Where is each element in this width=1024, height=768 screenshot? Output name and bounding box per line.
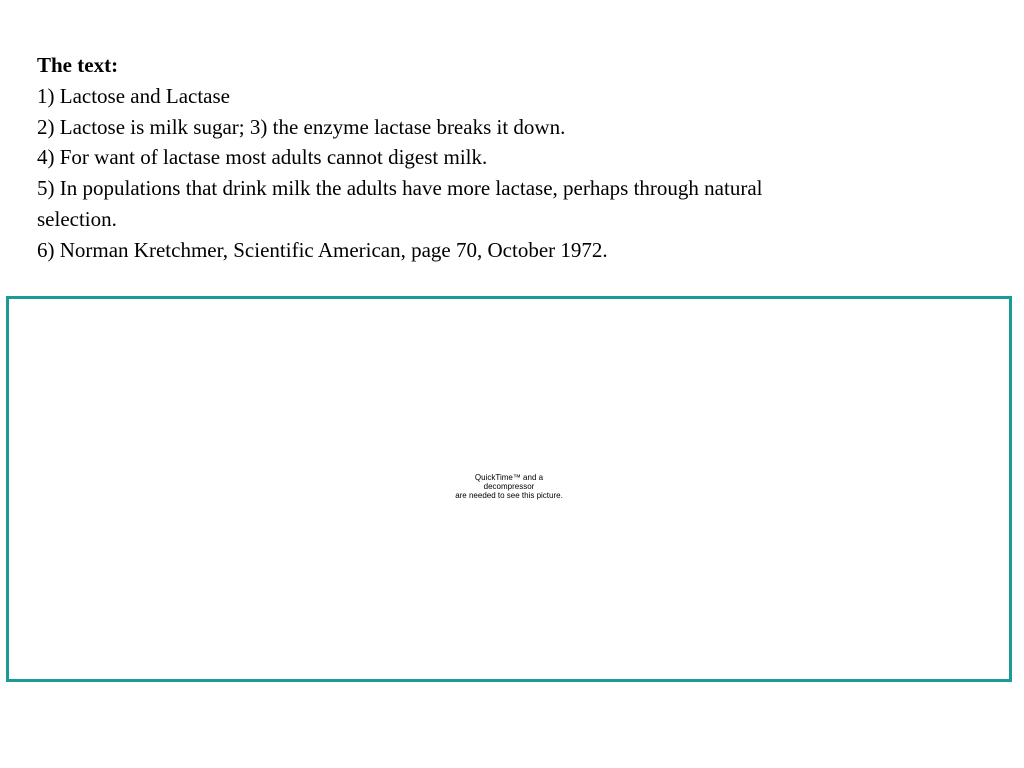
text-heading: The text: xyxy=(37,53,119,77)
quicktime-message-line-3: are needed to see this picture. xyxy=(455,491,563,500)
quicktime-message-line-1: QuickTime™ and a xyxy=(474,473,544,482)
text-line-4: 5) In populations that drink milk the adults have more lactase, perhaps through natural xyxy=(37,176,763,201)
quicktime-placeholder-message xyxy=(9,473,1009,500)
text-line-1: 1) Lactose and Lactase xyxy=(37,83,230,108)
text-line-6: 6) Norman Kretchmer, Scientific American, page 70, October 1972. xyxy=(37,237,608,262)
text-line-3: 4) For want of lactase most adults cannot digest milk. xyxy=(37,145,488,170)
text-block xyxy=(37,50,987,266)
quicktime-message-line-2: decompressor xyxy=(483,482,535,491)
quicktime-picture-frame xyxy=(6,296,1012,682)
text-line-5: selection. xyxy=(37,206,117,231)
text-line-2: 2) Lactose is milk sugar; 3) the enzyme lactase breaks it down. xyxy=(37,114,566,139)
